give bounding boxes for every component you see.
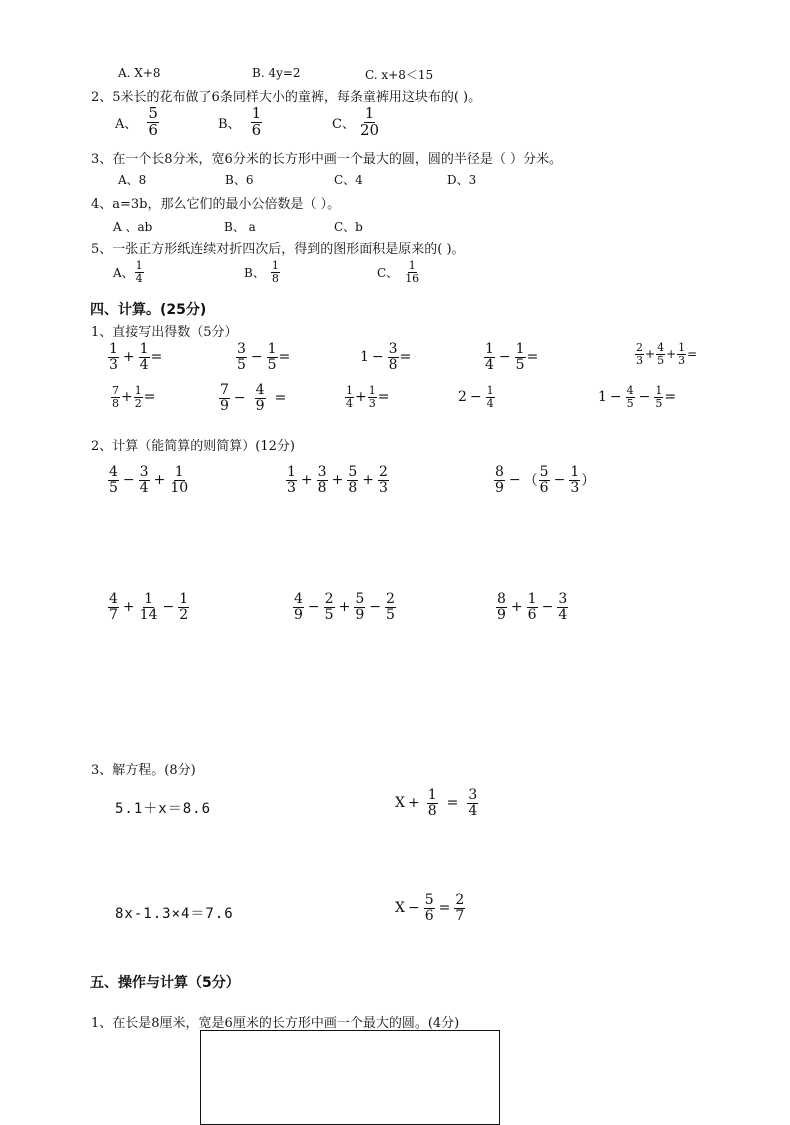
q3-option-a: A、8	[118, 173, 147, 187]
q3-option-b: B、6	[225, 173, 254, 187]
q4-option-a: A 、ab	[113, 220, 153, 234]
q3-option-c: C、4	[334, 173, 363, 187]
q2-option-c: C、 $\frac{1}{20}$	[332, 104, 380, 139]
q5-option-b: B、 $\frac{1}{8}$	[244, 259, 279, 285]
q3-option-d: D、3	[447, 173, 477, 187]
equation-4: X − $\frac{5}{6}$ = $\frac{2}{7}$	[395, 892, 465, 924]
q1-option-a: A. X+8	[118, 66, 161, 80]
oral-item: $\frac{3}{5}$ − $\frac{1}{5}$ =	[237, 341, 291, 373]
oral-item: 1 − $\frac{4}{5}$ − $\frac{1}{5}$ =	[598, 384, 677, 410]
q5-option-a: A、 $\frac{1}{4}$	[113, 259, 143, 285]
s4-q3-title: 3、解方程。(8分)	[91, 763, 196, 778]
equation-2: X + $\frac{1}{8}$ = $\frac{3}{4}$	[395, 787, 478, 819]
q2-option-b: B、 $\frac{1}{6}$	[218, 104, 262, 139]
equation-3: 8x-1.3×4＝7.6	[115, 906, 234, 922]
oral-item: $\frac{2}{3}$ + $\frac{4}{5}$ + $\frac{1}{3}$ =	[636, 341, 698, 367]
drawing-rectangle	[200, 1030, 500, 1125]
q2-option-a: A、 $\frac{5}{6}$	[115, 104, 158, 139]
calc-item: $\frac{4}{5}$ − $\frac{3}{4}$ + $\frac{1}{10}$	[109, 464, 189, 496]
calc-item: $\frac{8}{9}$ − （ $\frac{5}{6}$ − $\frac{1}{3}$ ）	[495, 464, 596, 496]
q1-option-b: B. 4y=2	[252, 66, 301, 80]
section-4-title: 四、计算。(25分)	[90, 302, 207, 318]
s4-q1-title: 1、直接写出得数（5分）	[91, 325, 238, 340]
oral-item: $\frac{1}{4}$ + $\frac{1}{3}$ =	[346, 384, 390, 410]
s4-q2-title: 2、计算（能简算的则简算）(12分)	[91, 439, 295, 454]
q4-text: 4、a=3b，那么它们的最小公倍数是（ ）。	[91, 197, 341, 212]
equation-1: 5.1＋x＝8.6	[115, 801, 212, 817]
calc-item: $\frac{4}{7}$ + $\frac{1}{14}$ − $\frac{1}{2}$	[109, 591, 189, 623]
q3-text: 3、在一个长8分米，宽6分米的长方形中画一个最大的圆，圆的半径是（ ）分米。	[91, 152, 562, 167]
q5-text: 5、一张正方形纸连续对折四次后，得到的图形面积是原来的( )。	[91, 242, 465, 257]
q1-option-c: C. x+8＜15	[365, 68, 434, 82]
section-5-title: 五、操作与计算（5分）	[90, 975, 240, 991]
oral-item: 1 − $\frac{3}{8}$ =	[360, 341, 412, 373]
oral-item: $\frac{7}{8}$ + $\frac{1}{2}$ =	[112, 384, 156, 410]
q5-option-c: C、 $\frac{1}{16}$	[377, 259, 420, 285]
calc-item: $\frac{8}{9}$ + $\frac{1}{6}$ − $\frac{3}{4}$	[497, 591, 568, 623]
s5-q1-title: 1、在长是8厘米，宽是6厘米的长方形中画一个最大的圆。(4分)	[91, 1016, 460, 1031]
oral-item: $\frac{7}{9}$ − $\frac{4}{9}$ =	[220, 382, 287, 414]
oral-item: $\frac{1}{4}$ − $\frac{1}{5}$ =	[485, 341, 539, 373]
q4-option-b: B、 a	[224, 220, 256, 234]
oral-item: $\frac{1}{3}$ + $\frac{1}{4}$ =	[109, 341, 163, 373]
calc-item: $\frac{1}{3}$ + $\frac{3}{8}$ + $\frac{5}{8}$ + $\frac{2}{3}$	[287, 464, 388, 496]
q4-option-c: C、b	[334, 220, 363, 234]
calc-item: $\frac{4}{9}$ − $\frac{2}{5}$ + $\frac{5}{9}$ − $\frac{2}{5}$	[294, 591, 395, 623]
q2-text: 2、5米长的花布做了6条同样大小的童裤，每条童裤用这块布的( )。	[91, 90, 482, 105]
oral-item: 2 − $\frac{1}{4}$	[458, 384, 494, 410]
